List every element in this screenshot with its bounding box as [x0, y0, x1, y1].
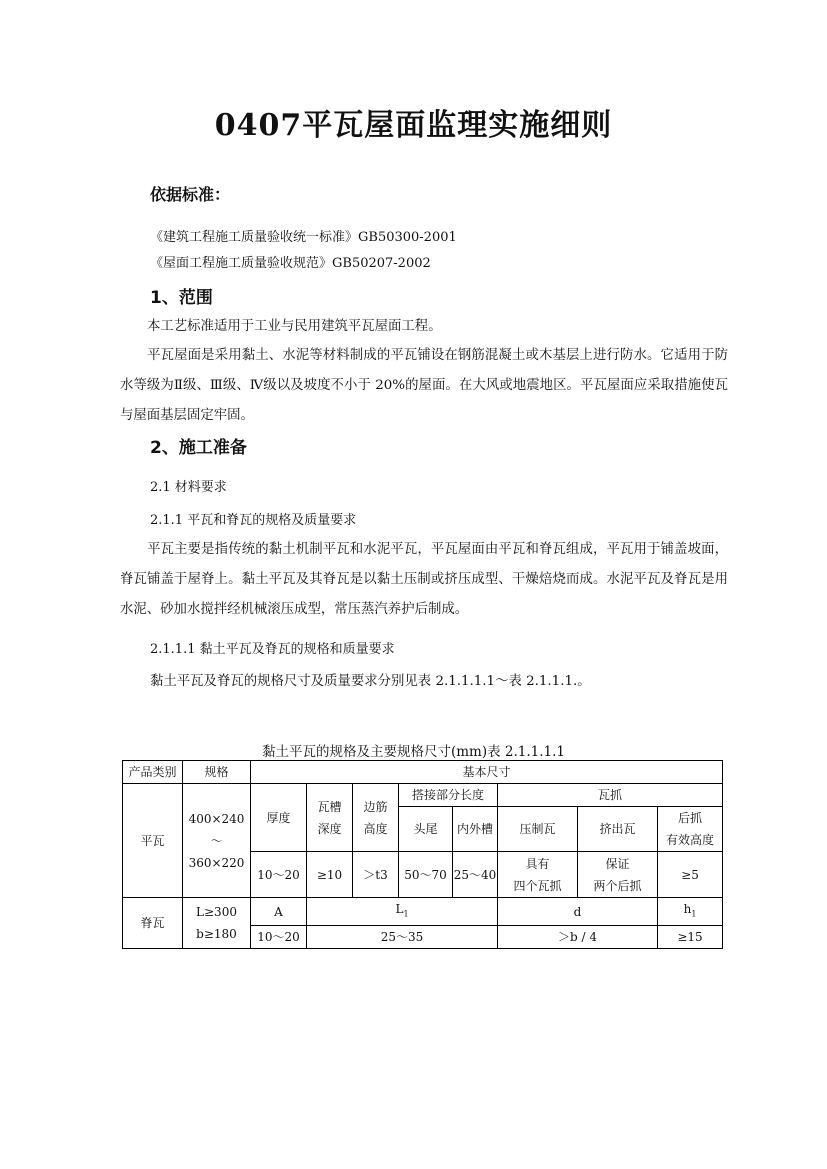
cell-line: 四个瓦抓 [513, 878, 562, 893]
paragraph [120, 341, 728, 431]
table-cell: 脊瓦 [123, 898, 183, 949]
table-header-cell: 内外槽 [453, 807, 498, 852]
standard-item: 《建筑工程施工质量验收统一标准》GB50300-2001 [150, 230, 457, 245]
cell-subscript: 1 [403, 909, 409, 919]
table-header-cell: 挤出瓦 [578, 807, 658, 852]
table-cell [658, 898, 723, 926]
section-heading-scope: 1、范围 [150, 288, 213, 308]
table-header-cell: 基本尺寸 [251, 761, 723, 784]
subsection-heading: 2.1.1.1 黏土平瓦及脊瓦的规格和质量要求 [150, 642, 395, 657]
cell-line: 有效高度 [666, 833, 715, 847]
cell-subscript: 1 [691, 909, 697, 919]
table-cell: 10～20 [251, 852, 307, 898]
cell-line: 两个后抓 [593, 878, 642, 893]
paragraph-text: 平瓦屋面是采用黏土、水泥等材料制成的平瓦铺设在钢筋混凝土或木基层上进行防水。它适用于防水等级为Ⅱ级、Ⅲ级、Ⅳ级以及坡度不小于 20%的屋面。在大风或地震地区。平瓦屋面应采取措施使瓦与屋面基层固定牢固。 [120, 348, 728, 423]
table-header-cell: 厚度 [251, 784, 307, 852]
table-cell: ≥10 [307, 852, 353, 898]
table-header-cell: 瓦抓 [498, 784, 723, 807]
table-header-cell: 产品类别 [123, 761, 183, 784]
table-header-cell: 头尾 [399, 807, 453, 852]
cell-line: 具有 [525, 856, 550, 871]
table-cell: 25～35 [307, 926, 498, 949]
table-cell: d [498, 898, 658, 926]
table-header-cell: 搭接部分长度 [399, 784, 498, 807]
paragraph-text: 黏土平瓦及脊瓦的规格尺寸及质量要求分别见表 2.1.1.1.1～表 2.1.1.1.。 [150, 674, 591, 689]
cell-line: 400×240 [188, 811, 245, 826]
cell-line: L≥300 [196, 905, 237, 920]
table-cell: 50～70 [399, 852, 453, 898]
table-cell: 10～20 [251, 926, 307, 949]
cell-line: 瓦槽 [317, 799, 342, 814]
table-header-cell: 压制瓦 [498, 807, 578, 852]
table-header-cell [307, 784, 353, 852]
table-cell [183, 784, 251, 898]
standard-item: 《屋面工程施工质量验收规范》GB50207-2002 [150, 256, 431, 271]
table-caption: 黏土平瓦的规格及主要规格尺寸(mm)表 2.1.1.1.1 [261, 744, 566, 760]
section-heading-prep: 2、施工准备 [150, 438, 247, 458]
table-cell [498, 852, 578, 898]
cell-line: 深度 [317, 821, 342, 836]
page-title: 0407平瓦屋面监理实施细则 [214, 108, 613, 143]
table-cell: ≥5 [658, 852, 723, 898]
table-cell [307, 898, 498, 926]
table-cell: 25～40 [453, 852, 498, 898]
paragraph [120, 535, 728, 625]
table-cell: ＞b / 4 [498, 926, 658, 949]
table-cell [578, 852, 658, 898]
cell-line: 后抓 [678, 811, 703, 825]
basis-heading: 依据标准： [150, 185, 231, 204]
subsection-heading: 2.1 材料要求 [150, 480, 227, 495]
cell-line: 边筋 [363, 799, 388, 814]
cell-line: ～ [210, 833, 223, 848]
table-cell [183, 898, 251, 949]
paragraph-text: 本工艺标准适用于工业与民用建筑平瓦屋面工程。 [147, 319, 442, 334]
table-header-cell [353, 784, 399, 852]
table-cell: ＞t3 [353, 852, 399, 898]
table-cell: A [251, 898, 307, 926]
cell-text: h [683, 902, 692, 916]
table-cell: ≥15 [658, 926, 723, 949]
subsection-heading: 2.1.1 平瓦和脊瓦的规格及质量要求 [150, 513, 357, 528]
cell-line: 保证 [605, 856, 630, 871]
cell-text: L [395, 902, 404, 916]
cell-line: b≥180 [196, 927, 237, 942]
table-cell: 平瓦 [123, 784, 183, 898]
table-header-cell: 规格 [183, 761, 251, 784]
cell-line: 360×220 [188, 855, 245, 870]
table-header-cell [658, 807, 723, 852]
cell-line: 高度 [363, 821, 388, 836]
paragraph-text: 平瓦主要是指传统的黏土机制平瓦和水泥平瓦，平瓦屋面由平瓦和脊瓦组成，平瓦用于铺盖坡面，脊瓦铺盖于屋脊上。黏土平瓦及其脊瓦是以黏土压制或挤压成型、干燥焙烧而成。水泥平瓦及脊瓦是用水泥、砂加水搅拌经机械滚压成型，常压蒸汽养护后制成。 [120, 542, 728, 617]
spec-table [122, 760, 723, 949]
paragraph [120, 312, 728, 342]
